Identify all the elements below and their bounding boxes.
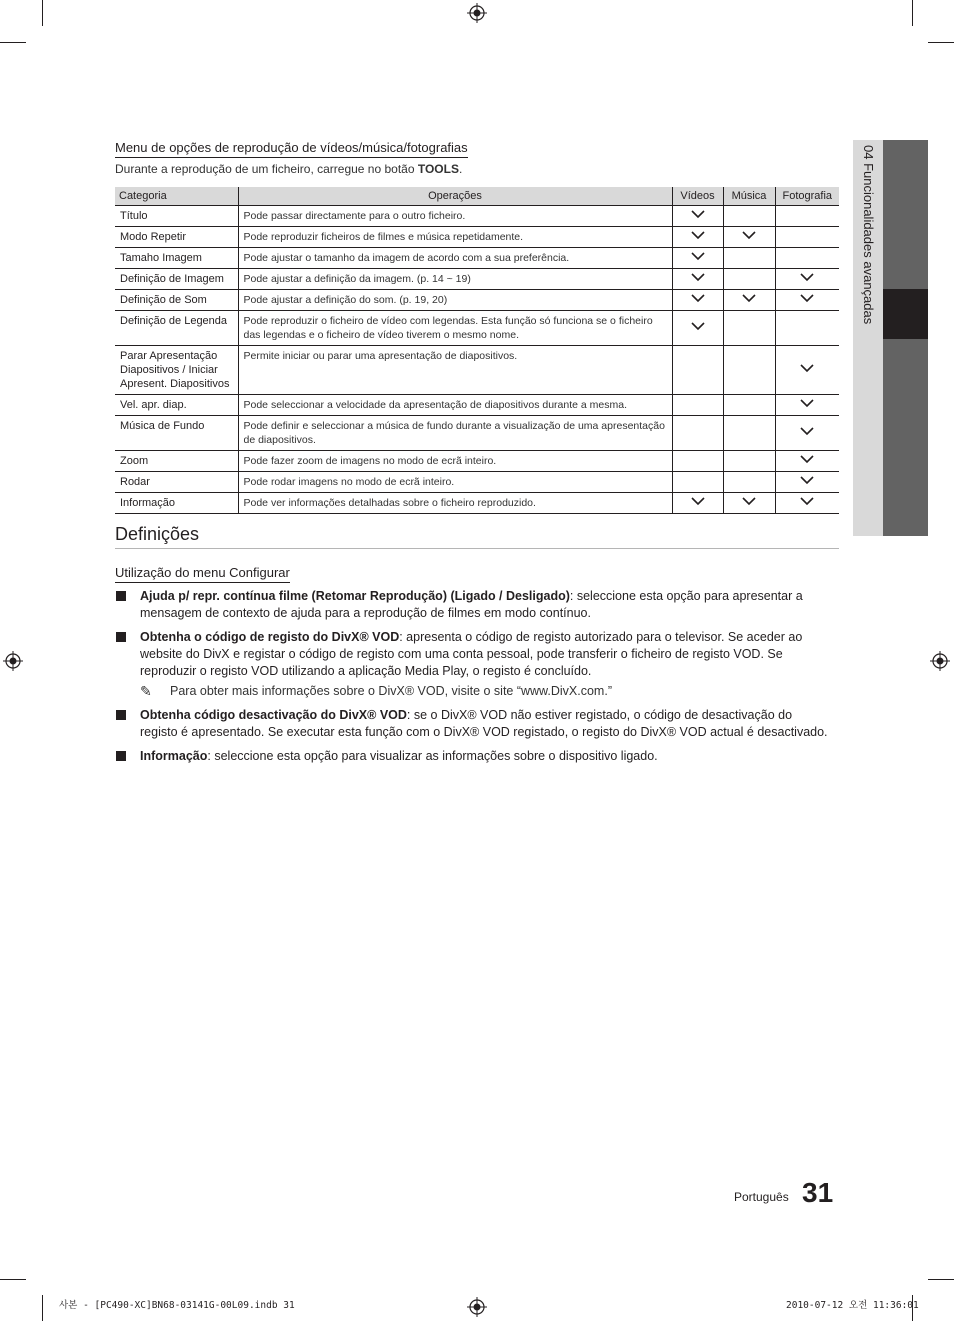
- chevron-check-icon: [690, 497, 706, 509]
- chevron-check-icon: [799, 476, 815, 488]
- side-tab-label: 04 Funcionalidades avançadas: [861, 145, 876, 325]
- cell-photo: [775, 493, 839, 514]
- cell-operation: Pode seleccionar a velocidade da apresentação de diapositivos durante a mesma.: [238, 395, 672, 416]
- list-item-text: : se o DivX® VOD não estiver registado, o código de desactivação do registo é apresentado. Se executar esta função com o DivX® VOD registado, o registo do DivX® VOD actual é desactivado.: [140, 708, 828, 739]
- table-row: [115, 346, 839, 395]
- table-row: [115, 472, 839, 493]
- definitions-heading: Definições: [115, 522, 839, 549]
- intro-text-body: Durante a reprodução de um ficheiro, carregue no botão: [115, 162, 418, 176]
- table-row: [115, 395, 839, 416]
- cell-photo: [775, 248, 839, 269]
- cell-photo: [775, 451, 839, 472]
- cell-music: [723, 269, 775, 290]
- imprint-date: 2010-07-12 오전 11:36:01: [786, 1300, 919, 1311]
- cell-videos: [672, 346, 723, 395]
- note: [140, 683, 829, 700]
- settings-list: [115, 588, 829, 772]
- chevron-check-icon: [741, 294, 757, 306]
- cell-music: [723, 395, 775, 416]
- column-header-videos: Vídeos: [672, 187, 723, 206]
- cell-videos: [672, 290, 723, 311]
- page-number: 31: [802, 1177, 834, 1208]
- chevron-check-icon: [799, 455, 815, 467]
- cell-music: [723, 206, 775, 227]
- crop-mark: [0, 1279, 26, 1280]
- column-header-category: Categoria: [115, 187, 238, 206]
- cell-music: [723, 290, 775, 311]
- note-text: Para obter mais informações sobre o DivX® VOD, visite o site “www.DivX.com.”: [170, 684, 612, 698]
- list-item: [115, 588, 829, 622]
- cell-category: Definição de Imagem: [115, 269, 238, 290]
- list-item: [115, 629, 829, 700]
- chevron-check-icon: [690, 322, 706, 334]
- list-item-label: Informação: [140, 749, 208, 763]
- cell-photo: [775, 346, 839, 395]
- crop-mark: [912, 0, 913, 26]
- table-body: [115, 206, 839, 514]
- section-title: Menu de opções de reprodução de vídeos/música/fotografias: [115, 139, 468, 158]
- cell-videos: [672, 269, 723, 290]
- cell-videos: [672, 311, 723, 346]
- square-bullet-icon: [116, 710, 126, 720]
- cell-photo: [775, 290, 839, 311]
- cell-photo: [775, 311, 839, 346]
- cell-category: Vel. apr. diap.: [115, 395, 238, 416]
- cell-videos: [672, 206, 723, 227]
- list-item-text: : seleccione esta opção para visualizar as informações sobre o dispositivo ligado.: [207, 749, 658, 763]
- chevron-check-icon: [799, 273, 815, 285]
- cell-operation: Permite iniciar ou parar uma apresentação de diapositivos.: [238, 346, 672, 395]
- chevron-check-icon: [799, 294, 815, 306]
- cell-operation: Pode rodar imagens no modo de ecrã inteiro.: [238, 472, 672, 493]
- list-item-text: : seleccione esta opção para apresentar a mensagem de contexto de ajuda para a reprodução de filmes em modo contínuo.: [140, 589, 803, 620]
- cell-photo: [775, 227, 839, 248]
- cell-music: [723, 451, 775, 472]
- chevron-check-icon: [690, 231, 706, 243]
- crop-mark: [928, 42, 954, 43]
- cell-photo: [775, 416, 839, 451]
- cell-music: [723, 311, 775, 346]
- crop-mark: [0, 42, 26, 43]
- cell-videos: [672, 395, 723, 416]
- cell-music: [723, 227, 775, 248]
- table-row: [115, 269, 839, 290]
- table-row: [115, 493, 839, 514]
- table-row: [115, 206, 839, 227]
- cell-operation: Pode ajustar a definição da imagem. (p. 14 ~ 19): [238, 269, 672, 290]
- list-item: [115, 748, 829, 765]
- cell-videos: [672, 227, 723, 248]
- cell-videos: [672, 472, 723, 493]
- cell-category: Título: [115, 206, 238, 227]
- settings-subtitle: Utilização do menu Configurar: [115, 564, 290, 583]
- table-header-row: [115, 187, 839, 206]
- registration-mark-icon: [3, 651, 23, 671]
- chevron-check-icon: [799, 427, 815, 439]
- intro-text: [115, 161, 462, 177]
- list-item-label: Obtenha código desactivação do DivX® VOD: [140, 708, 407, 722]
- table-row: [115, 451, 839, 472]
- cell-category: Tamaho Imagem: [115, 248, 238, 269]
- cell-operation: Pode ajustar a definição do som. (p. 19, 20): [238, 290, 672, 311]
- imprint-file: 사본 - [PC490-XC]BN68-03141G-00L09.indb 31: [59, 1300, 295, 1311]
- side-tab-active-marker: [883, 289, 928, 339]
- chevron-check-icon: [799, 497, 815, 509]
- crop-mark: [42, 1295, 43, 1321]
- chevron-check-icon: [741, 497, 757, 509]
- cell-category: Modo Repetir: [115, 227, 238, 248]
- table-row: [115, 227, 839, 248]
- crop-mark: [928, 1279, 954, 1280]
- options-table: [115, 187, 839, 514]
- column-header-operations: Operações: [238, 187, 672, 206]
- table-row: [115, 416, 839, 451]
- cell-videos: [672, 416, 723, 451]
- registration-mark-icon: [467, 1297, 487, 1317]
- cell-category: Zoom: [115, 451, 238, 472]
- pencil-note-icon: ✎: [140, 683, 152, 699]
- chevron-check-icon: [690, 273, 706, 285]
- cell-music: [723, 493, 775, 514]
- cell-category: Definição de Legenda: [115, 311, 238, 346]
- chevron-check-icon: [741, 231, 757, 243]
- registration-mark-icon: [467, 3, 487, 23]
- table-row: [115, 311, 839, 346]
- cell-category: Parar Apresentação Diapositivos / Iniciar Apresent. Diapositivos: [115, 346, 238, 395]
- cell-videos: [672, 451, 723, 472]
- cell-videos: [672, 493, 723, 514]
- cell-music: [723, 472, 775, 493]
- list-item-label: Ajuda p/ repr. contínua filme (Retomar Reprodução) (Ligado / Desligado): [140, 589, 570, 603]
- cell-videos: [672, 248, 723, 269]
- cell-category: Informação: [115, 493, 238, 514]
- cell-operation: Pode ajustar o tamanho da imagem de acordo com a sua preferência.: [238, 248, 672, 269]
- cell-music: [723, 346, 775, 395]
- list-item-label: Obtenha o código de registo do DivX® VOD: [140, 630, 400, 644]
- table-row: [115, 290, 839, 311]
- list-item-text: : apresenta o código de registo autorizado para o televisor. Se aceder ao website do DivX e registar o código de registo com uma conta pessoal, pode transferir o ficheiro de registo VOD. Se reproduzir o registo VOD utilizando a aplicação Media Play, o registo é concluído.: [140, 630, 803, 678]
- cell-category: Música de Fundo: [115, 416, 238, 451]
- chevron-check-icon: [690, 294, 706, 306]
- column-header-photo: Fotografia: [775, 187, 839, 206]
- cell-operation: Pode ver informações detalhadas sobre o ficheiro reproduzido.: [238, 493, 672, 514]
- cell-category: Definição de Som: [115, 290, 238, 311]
- cell-operation: Pode definir e seleccionar a música de fundo durante a visualização de uma apresentação de diapositivos.: [238, 416, 672, 451]
- square-bullet-icon: [116, 591, 126, 601]
- cell-photo: [775, 472, 839, 493]
- square-bullet-icon: [116, 751, 126, 761]
- cell-operation: Pode passar directamente para o outro ficheiro.: [238, 206, 672, 227]
- intro-text-tail: .: [458, 162, 463, 176]
- cell-photo: [775, 206, 839, 227]
- column-header-music: Música: [723, 187, 775, 206]
- footer-language: Português: [734, 1190, 789, 1204]
- chevron-check-icon: [690, 252, 706, 264]
- cell-operation: Pode fazer zoom de imagens no modo de ecrã inteiro.: [238, 451, 672, 472]
- cell-operation: Pode reproduzir ficheiros de filmes e música repetidamente.: [238, 227, 672, 248]
- chevron-check-icon: [799, 399, 815, 411]
- cell-music: [723, 248, 775, 269]
- cell-photo: [775, 395, 839, 416]
- chevron-check-icon: [690, 210, 706, 222]
- cell-photo: [775, 269, 839, 290]
- chevron-check-icon: [799, 364, 815, 376]
- tools-button-label: TOOLS: [417, 162, 459, 176]
- cell-music: [723, 416, 775, 451]
- crop-mark: [42, 0, 43, 26]
- cell-category: Rodar: [115, 472, 238, 493]
- cell-operation: Pode reproduzir o ficheiro de vídeo com legendas. Esta função só funciona se o ficheiro das legendas e o ficheiro de vídeo tiverem o mesmo nome.: [238, 311, 672, 346]
- square-bullet-icon: [116, 632, 126, 642]
- registration-mark-icon: [930, 651, 950, 671]
- table-row: [115, 248, 839, 269]
- list-item: [115, 707, 829, 741]
